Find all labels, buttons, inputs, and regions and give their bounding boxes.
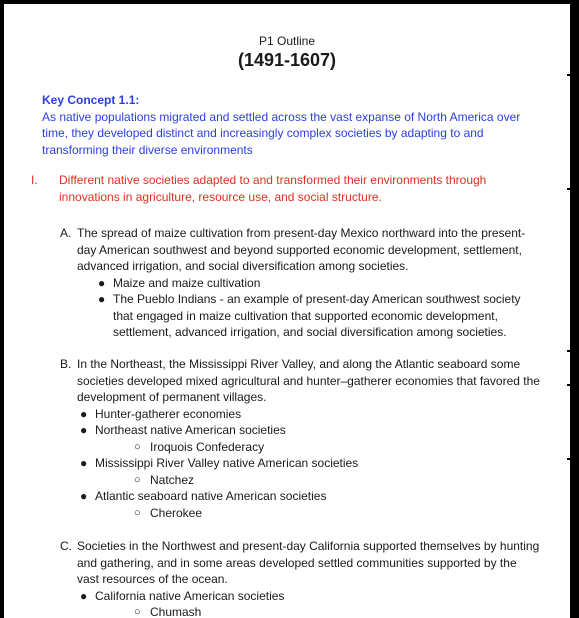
section-b-bullets	[80, 406, 540, 522]
list-subitem: ○ Cherokee	[134, 505, 203, 520]
list-item: ● Mississippi River Valley native American societies	[80, 456, 359, 470]
section-c	[60, 538, 540, 618]
list-item: ● Hunter-gatherer economies	[80, 406, 242, 421]
page-title: P1 Outline	[258, 34, 316, 48]
page-edge-mark	[567, 188, 570, 190]
section-b	[60, 356, 540, 521]
list-item: ● California native American societies	[80, 588, 285, 603]
list-item: ● Atlantic seaboard native American societies	[80, 489, 327, 503]
section-i-text: Different native societies adapted to and transformed their environments through innovations in agriculture, resource use, and social structure.	[59, 173, 487, 204]
section-i	[31, 172, 541, 205]
section-i-number: I.	[31, 173, 38, 187]
section-a-letter: A.	[60, 226, 72, 240]
list-subitem: ○ Natchez	[134, 472, 195, 487]
section-b-letter: B.	[60, 357, 72, 371]
key-concept-text: As native populations migrated and settled across the vast expanse of North America over time, they developed distinct and increasingly complex societies by adapting to and transforming their diverse environments	[42, 109, 521, 157]
key-concept	[42, 92, 542, 158]
section-b-text: In the Northeast, the Mississippi River Valley, and along the Atlantic seaboard some societies developed mixed agricultural and hunter–gatherer economies that favored the development of permanent villages.	[77, 357, 540, 404]
section-c-text: Societies in the Northwest and present-day California supported themselves by hunting and gathering, and in some areas developed settled communities supported by the vast resources of the ocean.	[77, 539, 540, 586]
section-a-text: The spread of maize cultivation from present-day Mexico northward into the present-day American southwest and beyond supported economic development, settlement, advanced irrigation, and social diversification among societies.	[77, 226, 526, 273]
page-edge-mark	[567, 74, 570, 76]
list-item: ● Maize and maize cultivation	[98, 275, 261, 290]
list-item: ● The Pueblo Indians - an example of present-day American southwest society that engaged in maize cultivation that supported economic development, settlement, advanced irrigation, and social diversification among societies.	[98, 292, 521, 339]
page-subtitle: (1491-1607)	[237, 50, 337, 70]
list-item: ● Northeast native American societies	[80, 423, 286, 437]
page-edge-mark	[567, 350, 570, 352]
section-a	[60, 225, 540, 341]
section-c-letter: C.	[60, 539, 72, 553]
key-concept-label: Key Concept 1.1:	[42, 93, 140, 107]
page-edge-mark	[567, 384, 570, 386]
page-edge-mark	[567, 458, 570, 460]
document-page	[4, 4, 570, 618]
section-c-bullets	[80, 588, 540, 618]
section-a-bullets	[98, 275, 540, 341]
list-subitem: ○ Iroquois Confederacy	[134, 439, 265, 454]
list-subitem: ○ Chumash	[134, 605, 202, 618]
